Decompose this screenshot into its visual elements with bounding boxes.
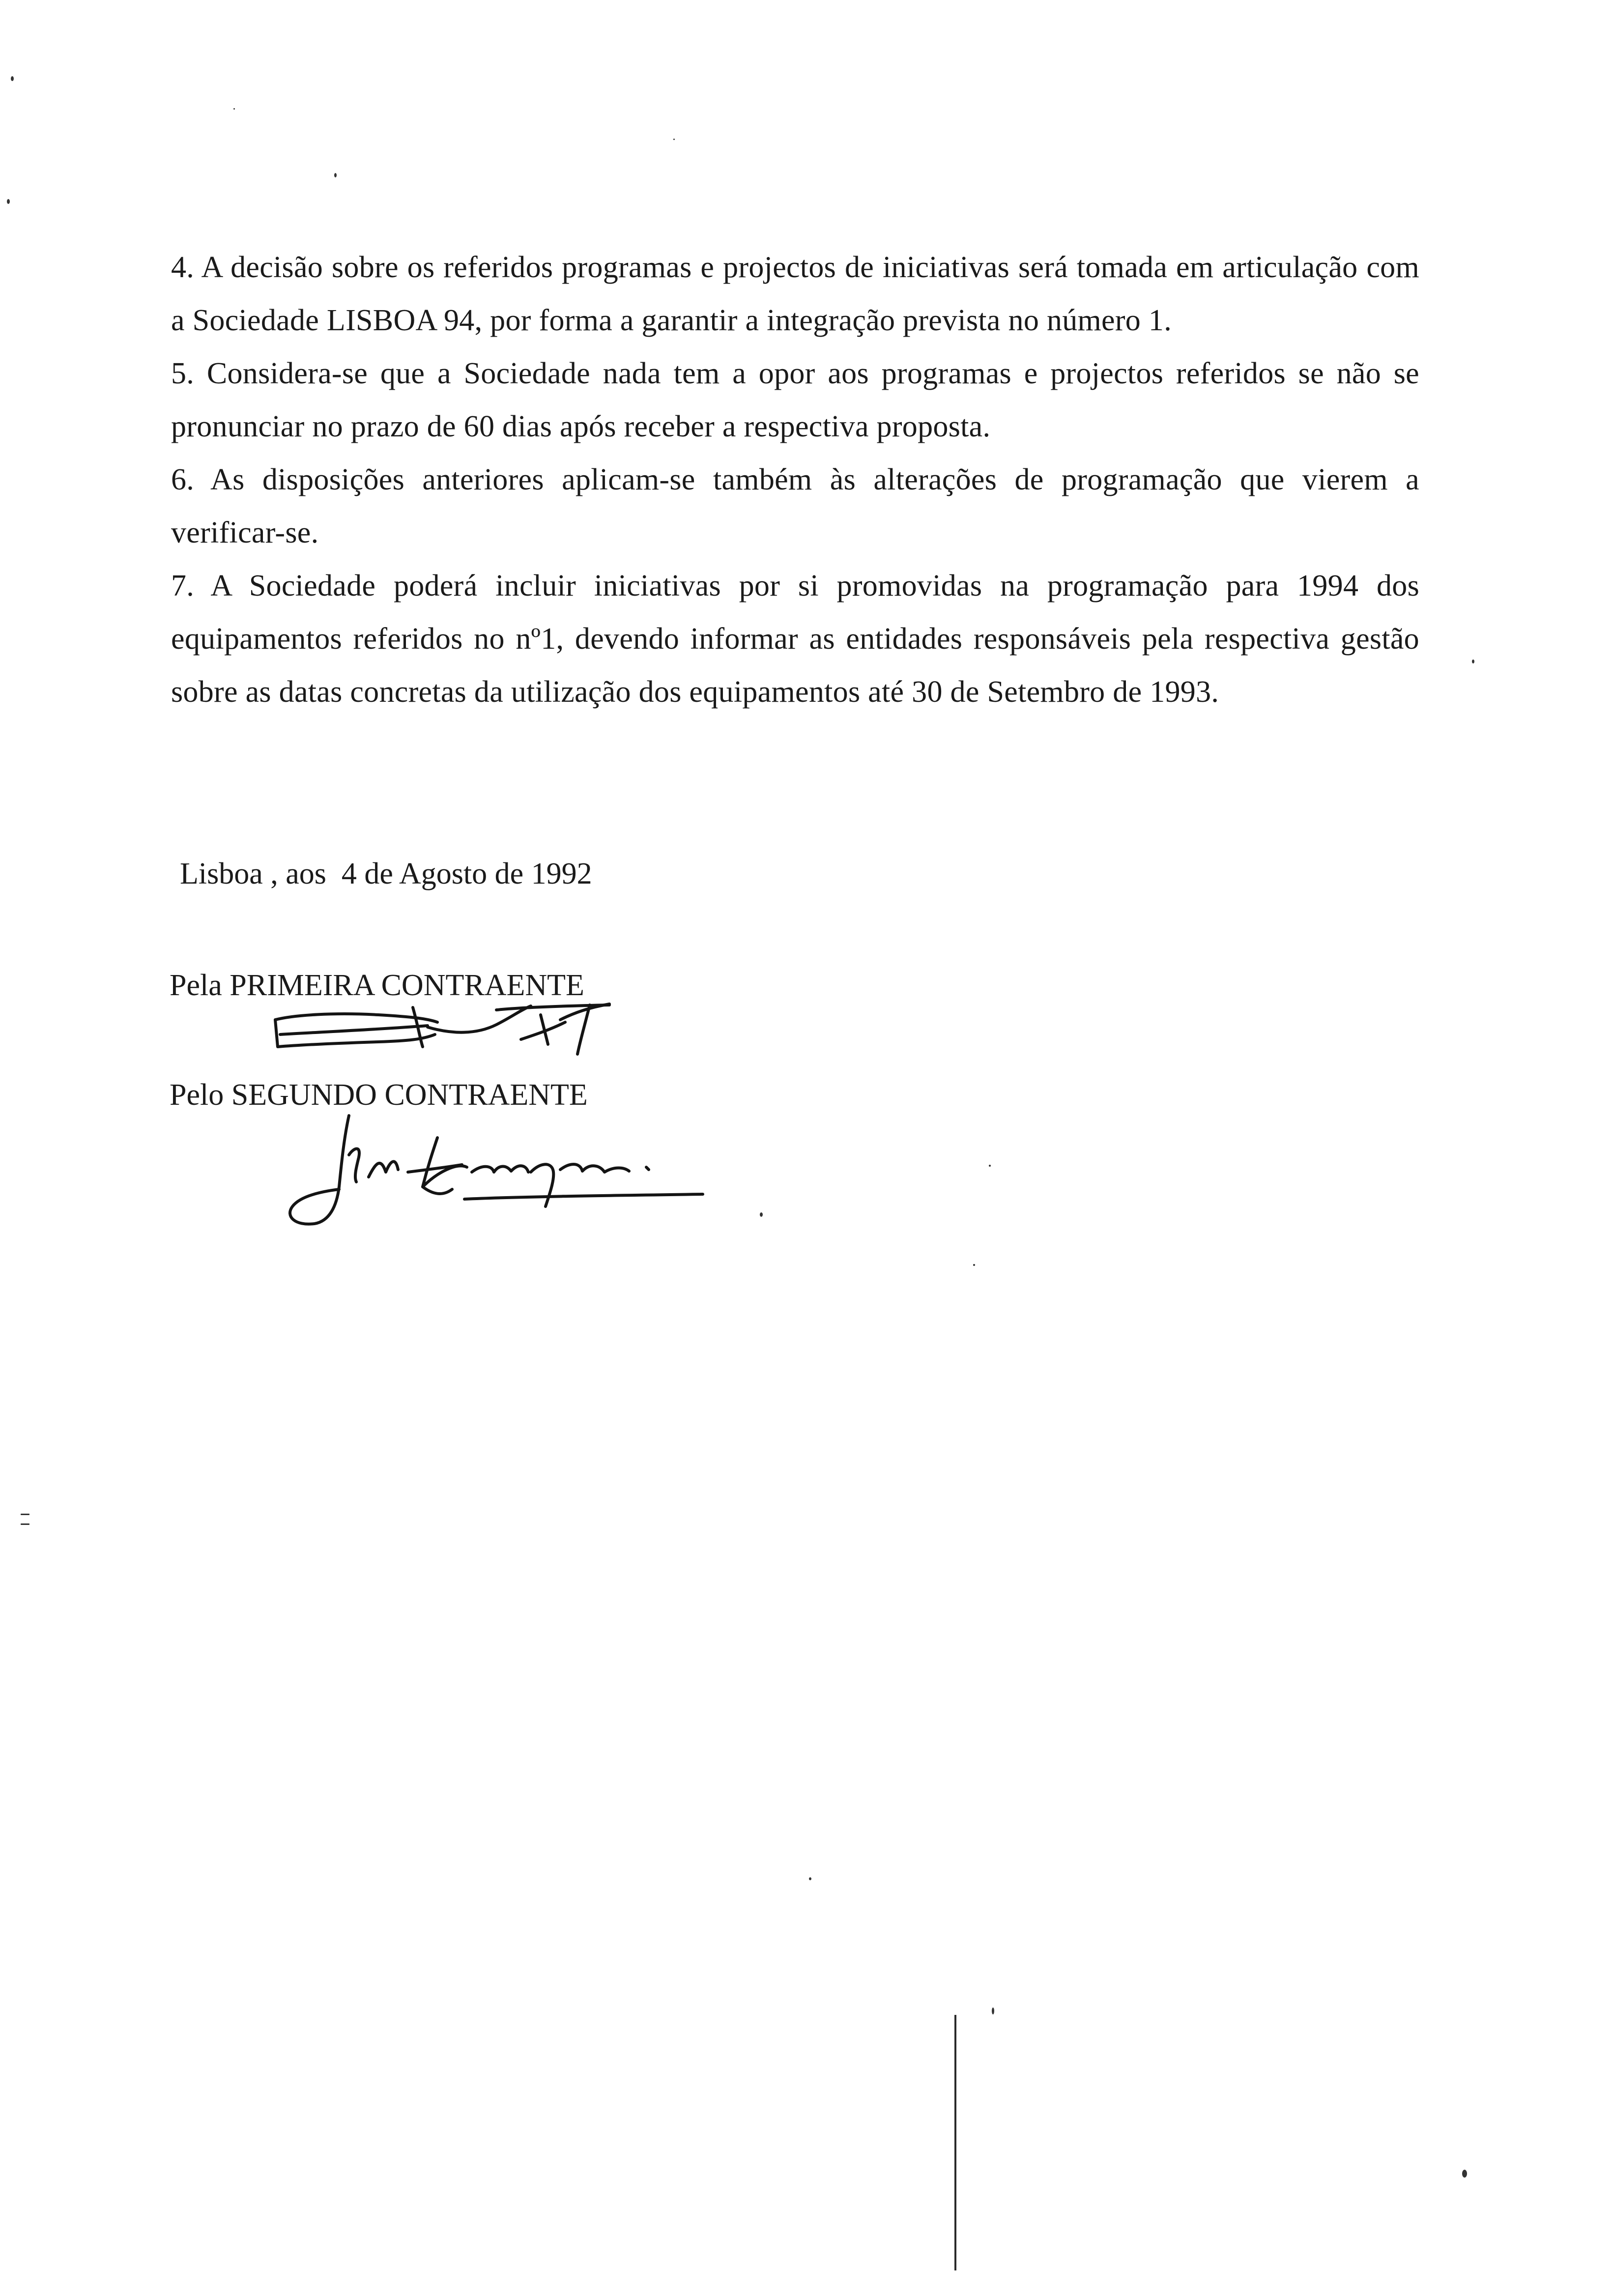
second-party-label: Pelo SEGUNDO CONTRAENTE [170, 1078, 588, 1112]
scan-speck [973, 1264, 975, 1266]
scan-speck [1472, 660, 1474, 663]
scan-speck [1462, 2170, 1467, 2178]
first-signature [265, 961, 639, 1069]
scan-speck [233, 108, 235, 110]
place-date: Lisboa , aos 4 de Agosto de 1992 [180, 857, 592, 890]
first-party-label: Pela PRIMEIRA CONTRAENTE [170, 969, 584, 1002]
second-signature [275, 1108, 718, 1236]
scan-speck [989, 1165, 991, 1167]
margin-line [954, 2015, 956, 2270]
document-body [171, 241, 1419, 718]
scan-speck [809, 1877, 811, 1880]
clause-5: 5. Considera-se que a Sociedade nada tem a opor aos programas e projectos referidos se não se pronunciar no prazo de 60 dias após receber a respectiva proposta. [171, 357, 1419, 443]
scan-speck [11, 76, 14, 81]
clause-7: 7. A Sociedade poderá incluir iniciativas por si promovidas na programação para 1994 dos equipamentos referidos no nº1, devendo informar as entidades responsáveis pela respectiva gestão sobre as datas concretas da utilização dos equipamentos até 30 de Setembro de 1993. [171, 569, 1419, 709]
scan-speck [21, 1514, 29, 1515]
scan-speck [760, 1212, 763, 1217]
scan-speck [7, 199, 10, 204]
scan-speck [334, 173, 337, 177]
scan-speck [673, 139, 675, 140]
scan-speck [21, 1523, 29, 1525]
clause-4: 4. A decisão sobre os referidos programas e projectos de iniciativas será tomada em articulação com a Sociedade LISBOA 94, por forma a garantir a integração prevista no número 1. [171, 251, 1419, 337]
clause-6: 6. As disposições anteriores aplicam-se também às alterações de programação que vierem a verificar-se. [171, 463, 1419, 549]
scan-speck [992, 2008, 994, 2014]
